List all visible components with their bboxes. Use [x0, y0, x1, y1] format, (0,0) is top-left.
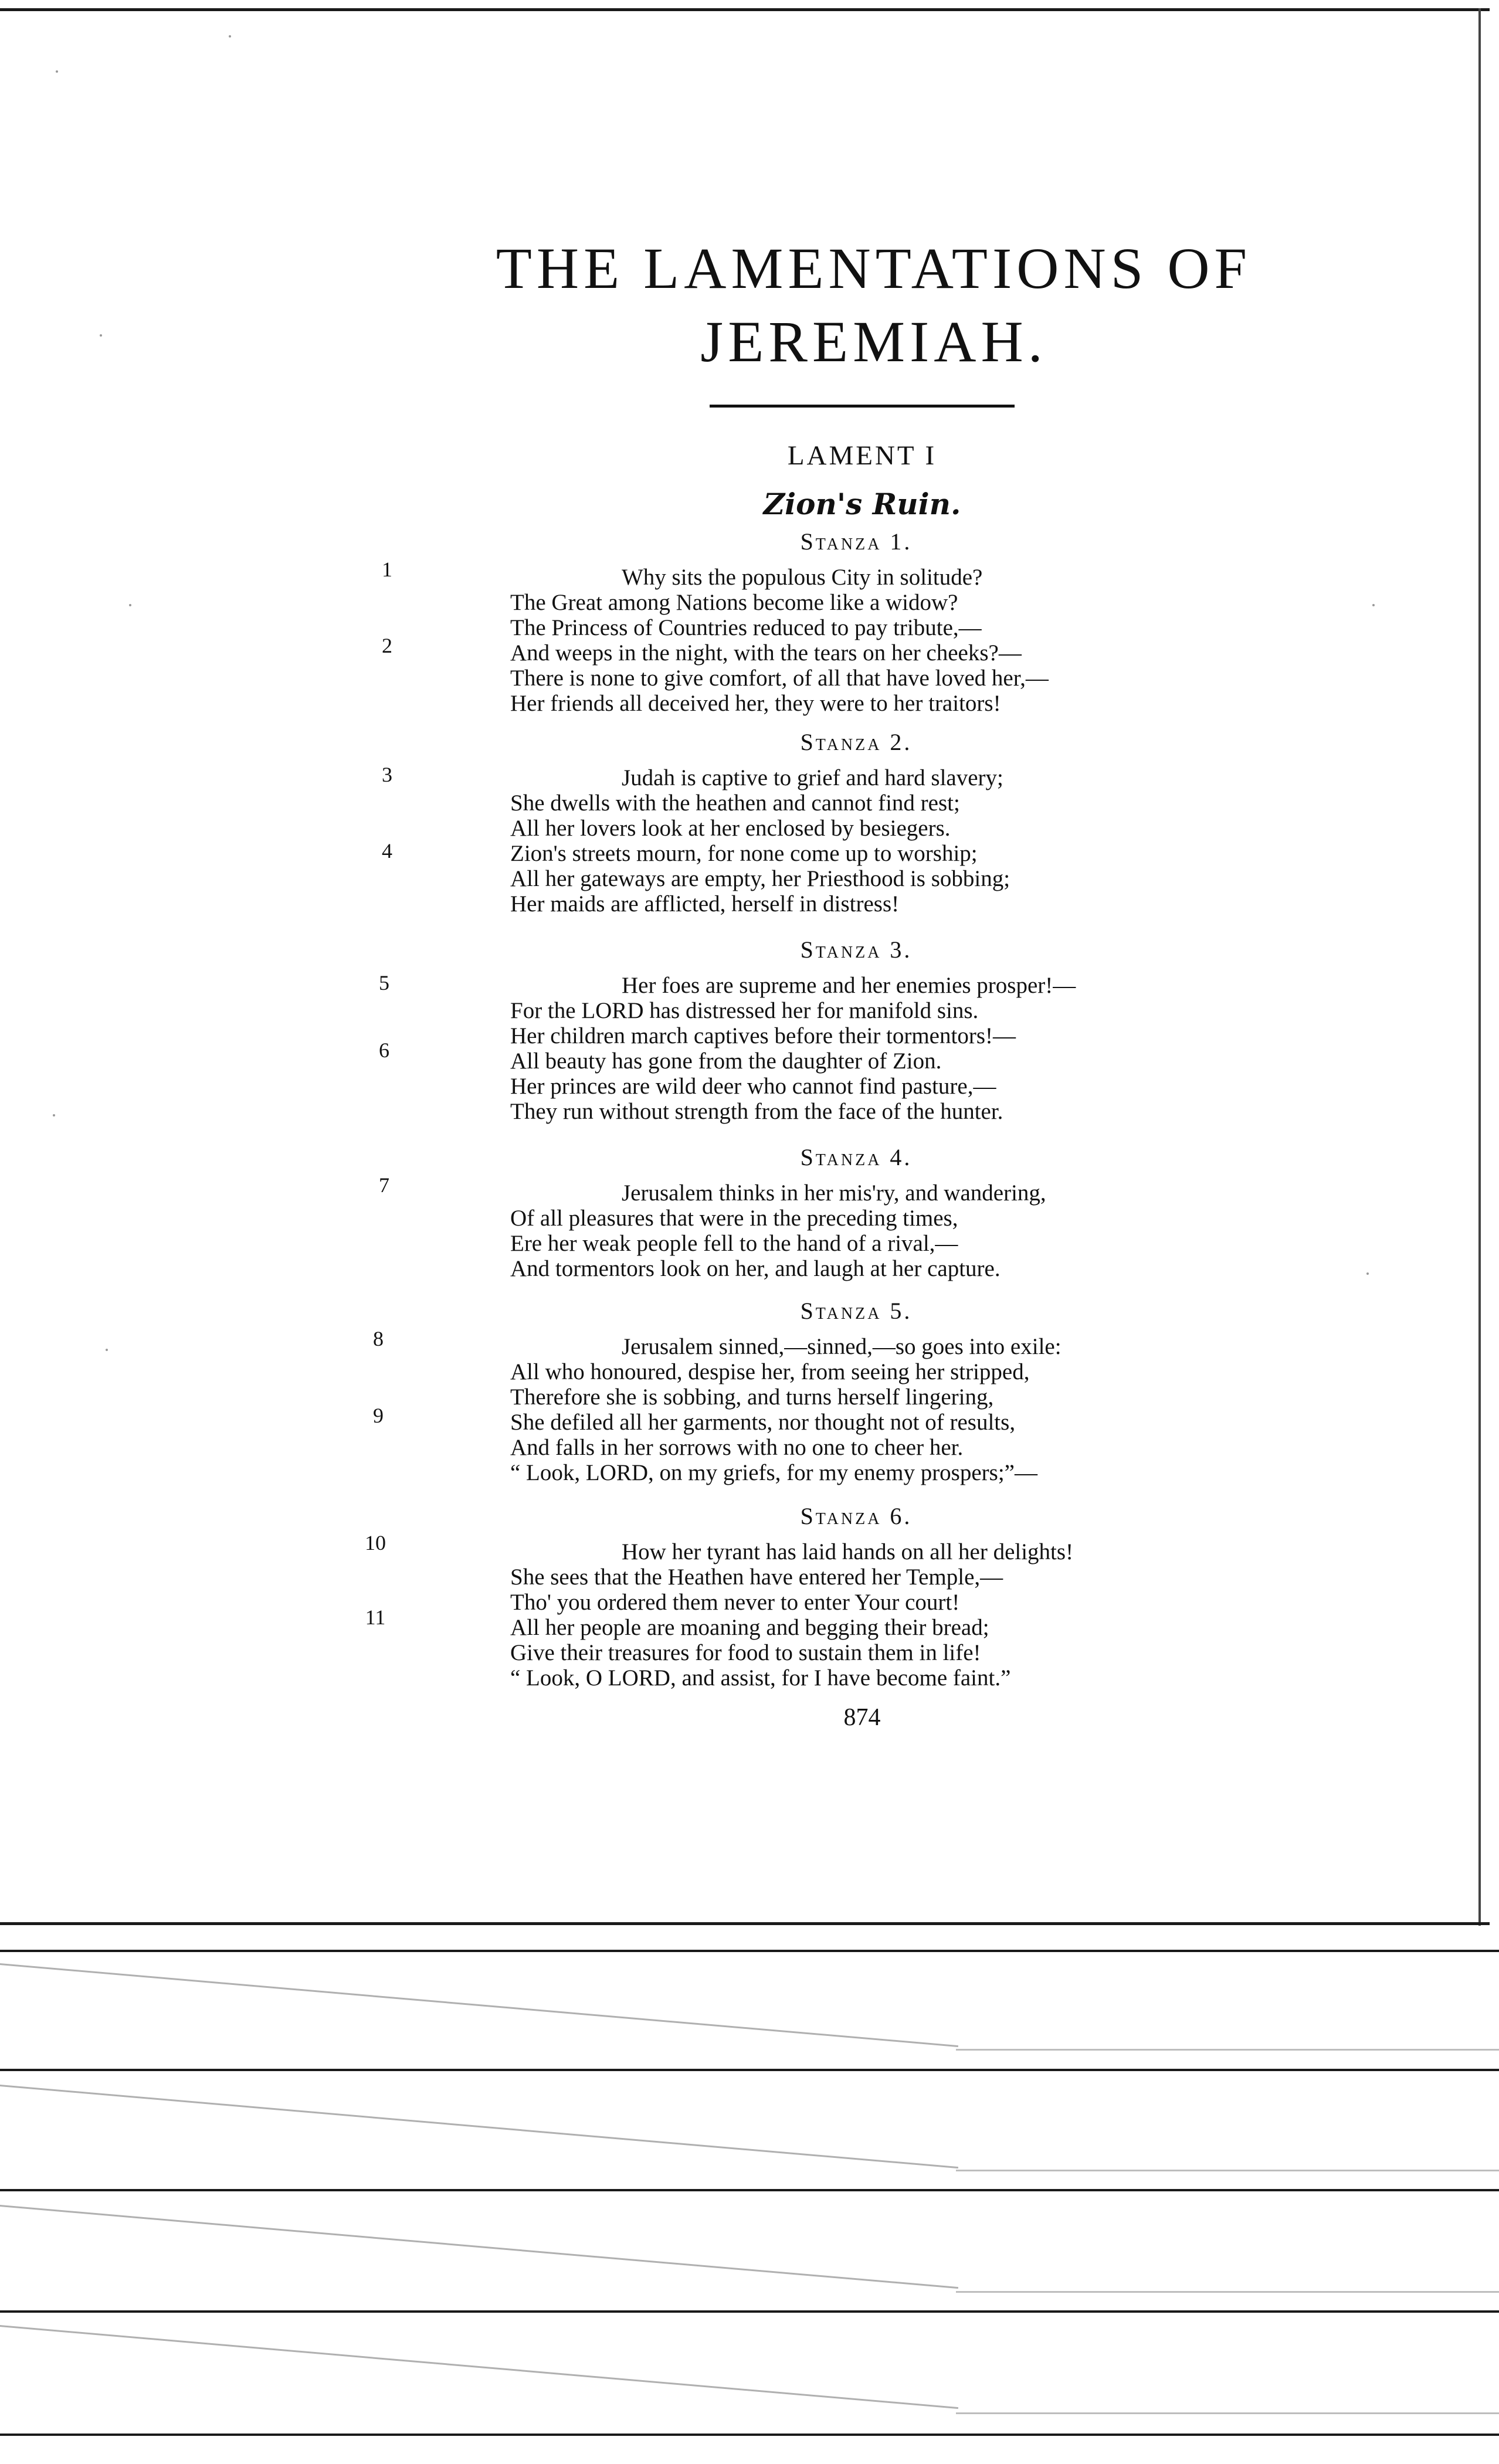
verse-line: She defiled all her garments, nor thought not of results, [510, 1410, 1016, 1435]
verse-line: All beauty has gone from the daughter of Zion. [510, 1048, 942, 1074]
stanza [510, 1502, 1273, 1691]
scan-streak [0, 2325, 958, 2409]
stanza [510, 936, 1273, 1124]
verse-line: Tho' you ordered them never to enter Your court! [510, 1590, 960, 1615]
stanza-heading: Stanza 4. [800, 1144, 913, 1170]
verse-line: Therefore she is sobbing, and turns herself lingering, [510, 1384, 994, 1410]
stanza-heading: Stanza 1. [800, 528, 913, 555]
verse-line: All her lovers look at her enclosed by besiegers. [510, 816, 951, 841]
top-border-rule [0, 8, 1490, 11]
verse-line: All her gateways are empty, her Priesthood is sobbing; [510, 866, 1010, 891]
scan-rule [956, 2412, 1499, 2414]
verse-line: She sees that the Heathen have entered her Temple,— [510, 1564, 1003, 1590]
verse-line: Her princes are wild deer who cannot find pasture,— [510, 1074, 996, 1099]
stanza-heading: Stanza 3. [800, 936, 913, 963]
verse-number: 3 [382, 763, 392, 786]
verse-line: Give their treasures for food to sustain them in life! [510, 1640, 981, 1665]
scan-rule [0, 2189, 1499, 2191]
title-divider [710, 405, 1015, 408]
book-title: THE LAMENTATIONS OF JEREMIAH. [496, 236, 1252, 374]
stanza [510, 1297, 1273, 1485]
scan-speck [100, 334, 102, 337]
verse-line: Ere her weak people fell to the hand of a rival,— [510, 1231, 958, 1256]
scan-rule [0, 2069, 1499, 2071]
scan-speck [56, 70, 58, 73]
right-border-rule [1478, 8, 1481, 1926]
lament-label: LAMENT I [787, 440, 937, 471]
verse-number: 11 [365, 1606, 386, 1629]
verse-line: Jerusalem sinned,—sinned,—so goes into exile: [622, 1334, 1061, 1359]
verse-number: 4 [382, 839, 392, 863]
verse-line: And falls in her sorrows with no one to cheer her. [510, 1435, 964, 1460]
verse-line: “ Look, LORD, on my griefs, for my enemy prospers;”— [510, 1460, 1037, 1485]
verse-line: Her foes are supreme and her enemies prosper!— [622, 973, 1076, 998]
scan-speck [1366, 1272, 1369, 1275]
stanza [510, 528, 1273, 716]
verse-line: Zion's streets mourn, for none come up to worship; [510, 841, 978, 866]
verse-line: Her maids are afflicted, herself in distress! [510, 891, 900, 917]
stanza-heading: Stanza 2. [800, 729, 913, 755]
scan-speck [129, 604, 131, 606]
scan-rule [956, 2049, 1499, 2051]
verse-line: Of all pleasures that were in the preceding times, [510, 1206, 958, 1231]
scan-rule [0, 2434, 1499, 2436]
verse-number: 10 [365, 1531, 386, 1555]
page-number: 874 [843, 1704, 881, 1731]
verse-line: Judah is captive to grief and hard slavery; [622, 765, 1003, 790]
verse-line: The Great among Nations become like a widow? [510, 590, 958, 615]
scan-rule [0, 1950, 1499, 1952]
verse-line: She dwells with the heathen and cannot find rest; [510, 790, 960, 816]
scan-speck [106, 1349, 108, 1351]
scan-streak [0, 2205, 958, 2289]
bottom-border-rule [0, 1922, 1490, 1925]
verse-line: Jerusalem thinks in her mis'ry, and wandering, [622, 1180, 1046, 1206]
stanza [510, 1143, 1273, 1281]
verse-line: For the LORD has distressed her for manifold sins. [510, 998, 979, 1023]
lament-subtitle: Zion's Ruin. [763, 487, 961, 521]
verse-number: 7 [379, 1173, 389, 1197]
stanza-heading: Stanza 5. [800, 1298, 913, 1324]
verse-line: And weeps in the night, with the tears on her cheeks?— [510, 640, 1022, 666]
scan-streak [0, 2085, 958, 2168]
scan-rule [0, 2310, 1499, 2313]
scan-speck [53, 1114, 55, 1116]
verse-number: 8 [373, 1327, 384, 1350]
scan-speck [229, 35, 231, 38]
verse-line: And tormentors look on her, and laugh at her capture. [510, 1256, 1001, 1281]
verse-line: “ Look, O LORD, and assist, for I have become faint.” [510, 1665, 1011, 1691]
verse-number: 2 [382, 634, 392, 657]
scan-speck [1372, 604, 1375, 606]
scan-streak [0, 1963, 958, 2047]
verse-line: Her children march captives before their tormentors!— [510, 1023, 1016, 1048]
verse-line: They run without strength from the face of the hunter. [510, 1099, 1003, 1124]
verse-line: All her people are moaning and begging their bread; [510, 1615, 989, 1640]
stanza-heading: Stanza 6. [800, 1503, 913, 1529]
scan-rule [956, 2170, 1499, 2171]
verse-number: 1 [382, 558, 392, 581]
verse-number: 5 [379, 971, 389, 995]
verse-line: There is none to give comfort, of all that have loved her,— [510, 666, 1049, 691]
verse-line: The Princess of Countries reduced to pay tribute,— [510, 615, 982, 640]
scan-rule [956, 2291, 1499, 2293]
stanza [510, 728, 1273, 917]
verse-number: 6 [379, 1038, 389, 1062]
verse-line: How her tyrant has laid hands on all her delights! [622, 1539, 1074, 1564]
verse-number: 9 [373, 1404, 384, 1427]
verse-line: Her friends all deceived her, they were to her traitors! [510, 691, 1001, 716]
verse-line: All who honoured, despise her, from seeing her stripped, [510, 1359, 1030, 1384]
verse-line: Why sits the populous City in solitude? [622, 565, 983, 590]
